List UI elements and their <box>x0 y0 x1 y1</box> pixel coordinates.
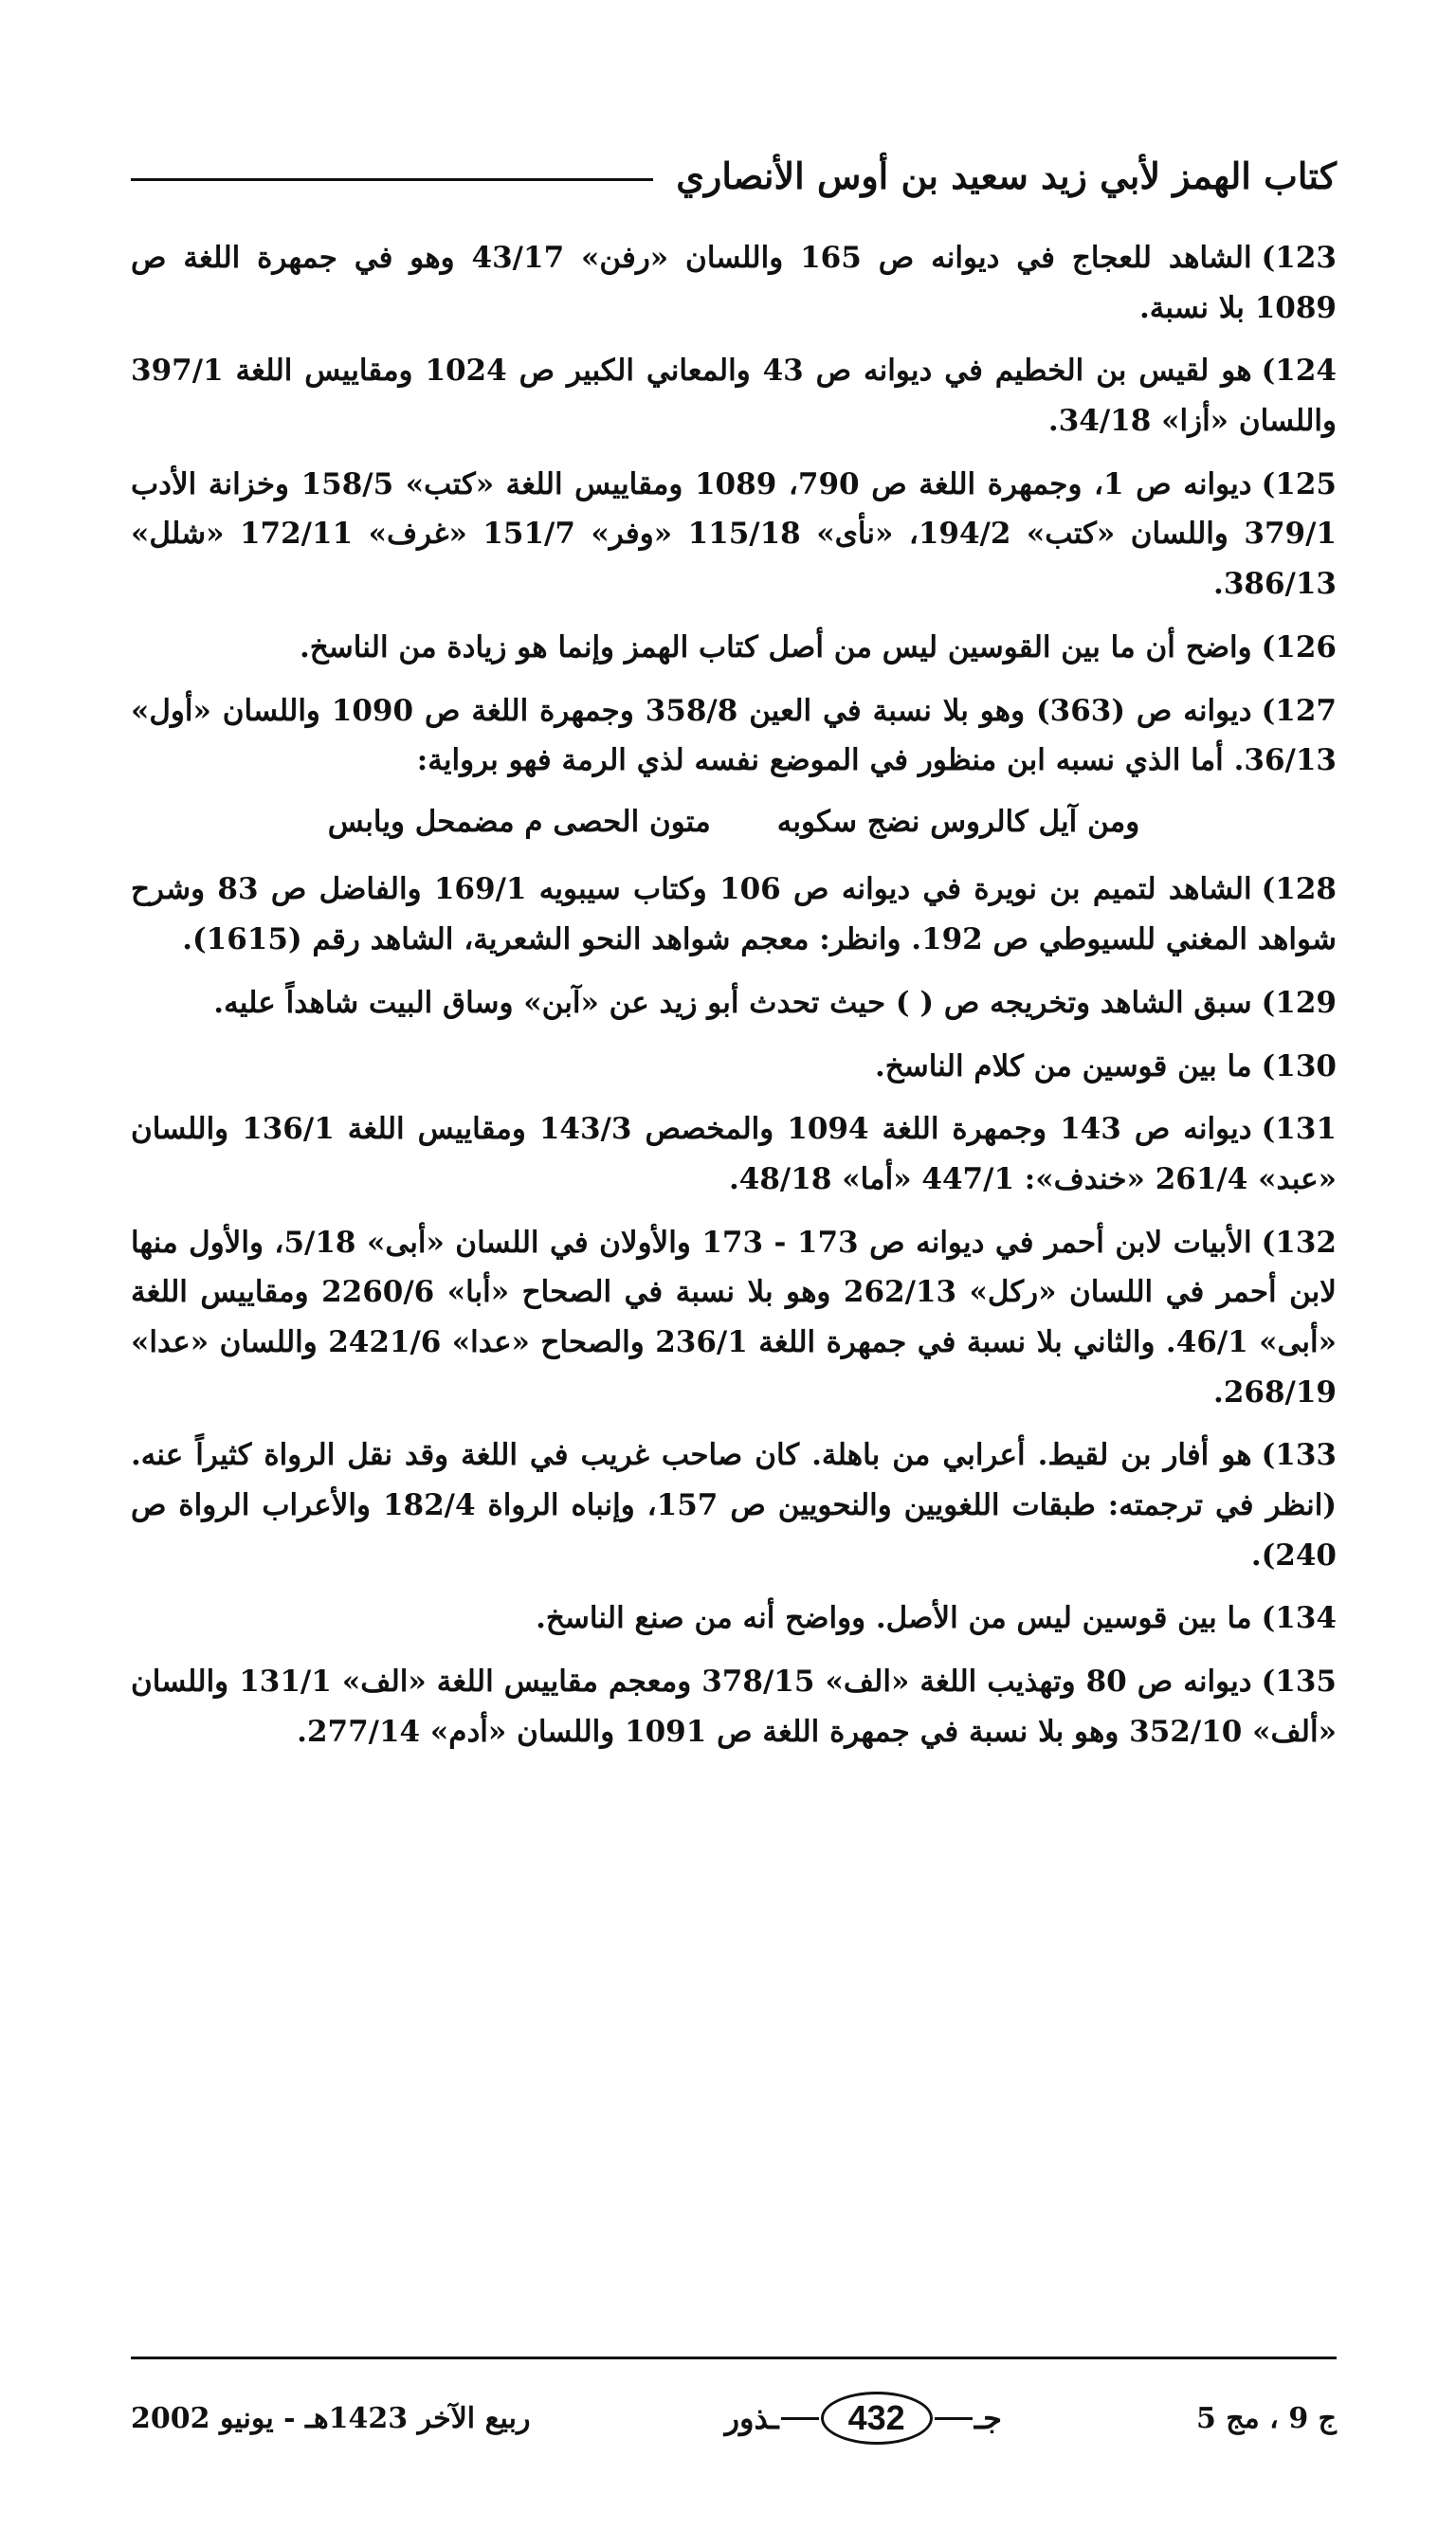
footnote <box>131 460 1337 610</box>
footnote-text: الشاهد لتميم بن نويرة في ديوانه ص 106 وكتاب سيبويه 169/1 والفاضل ص 83 وشرح شواهد المغني للسيوطي ص 192. وانظر: معجم شواهد النحو الشعرية، الشاهد رقم (1615). <box>131 872 1337 957</box>
footnote-number: 132) <box>1261 1225 1338 1260</box>
footnote-text: ديوانه ص 143 وجمهرة اللغة 1094 والمخصص 143/3 ومقاييس اللغة 136/1 واللسان «عبد» 261/4 «خندف»: 447/1 «أما» 48/18. <box>131 1112 1337 1196</box>
footnote-text: هو أفار بن لقيط. أعرابي من باهلة. كان صاحب غريب في اللغة وقد نقل الرواة كثيراً عنه. (انظر في ترجمته: طبقات اللغويين والنحويين ص 157، وإنباه الرواة 182/4 والأعراب الرواة ص 240). <box>131 1438 1337 1573</box>
footer-date: ربيع الآخر 1423هـ - يونيو 2002 <box>131 2401 531 2435</box>
poetry-verse <box>131 799 1337 846</box>
header-title: كتاب الهمز لأبي زيد سعيد بن أوس الأنصاري <box>676 154 1337 197</box>
footnote-number: 125) <box>1261 466 1337 501</box>
footnote-text: ديوانه ص 1، وجمهرة اللغة ص 790، 1089 ومقاييس اللغة «كتب» 158/5 وخزانة الأدب 379/1 واللسان «كتب» 194/2، «نأى» 115/18 «وفر» 151/7 «غرف» 172/11 «شلل» 386/13. <box>131 466 1337 602</box>
footnote-text: الشاهد للعجاج في ديوانه ص 165 واللسان «رفن» 43/17 وهو في جمهرة اللغة ص 1089 بلا نسبة. <box>131 241 1337 325</box>
footnote-number: 130) <box>1261 1048 1337 1083</box>
footnote-text: واضح أن ما بين القوسين ليس من أصل كتاب الهمز وإنما هو زيادة من الناسخ. <box>299 629 1252 664</box>
footnote <box>131 864 1337 964</box>
footnote-text: هو لقيس بن الخطيم في ديوانه ص 43 والمعاني الكبير ص 1024 ومقاييس اللغة 397/1 واللسان «أزا» 34/18. <box>131 354 1337 439</box>
footnote-number: 135) <box>1261 1665 1337 1700</box>
footnote-text: ديوانه ص (363) وهو بلا نسبة في العين 358/8 وجمهرة اللغة ص 1090 واللسان «أول» 36/13. أما الذي نسبه ابن منظور في الموضع نفسه لذي الرمة فهو برواية: <box>131 693 1337 778</box>
footnote-text: ما بين قوسين من كلام الناسخ. <box>874 1048 1252 1083</box>
footnote-text: الأبيات لابن أحمر في ديوانه ص 173 - 173 والأولان في اللسان «أبى» 5/18، والأول منها لابن أحمر في اللسان «ركل» 262/13 وهو بلا نسبة في الصحاح «أبا» 2260/6 ومقاييس اللغة «أبى» 46/1. والثاني بلا نسبة في جمهرة اللغة 236/1 والصحاح «عدا» 2421/6 واللسان «عدا» 268/19. <box>131 1225 1338 1410</box>
footnote-number: 127) <box>1261 693 1337 728</box>
footnote-number: 129) <box>1261 985 1337 1020</box>
journal-name-prefix: جـ <box>974 2400 1002 2436</box>
footer-volume: ج 9 ، مج 5 <box>1195 2401 1337 2435</box>
document-page <box>131 142 1337 2455</box>
header-rule <box>131 178 653 181</box>
footnote <box>131 1430 1337 1580</box>
running-header <box>131 142 1337 209</box>
running-footer <box>131 2375 1337 2461</box>
footnote-number: 126) <box>1261 629 1337 664</box>
verse-hemistich-first: ومن آيل كالروس نضج سكوبه <box>776 804 1140 839</box>
footnote-text: سبق الشاهد وتخريجه ص ( ) حيث تحدث أبو زيد عن «آبن» وساق البيت شاهداً عليه. <box>213 985 1252 1020</box>
footnotes <box>131 233 1337 1756</box>
footnote <box>131 1218 1337 1418</box>
journal-stroke <box>781 2417 819 2420</box>
footnote <box>131 346 1337 446</box>
footnote <box>131 1104 1337 1204</box>
footer-journal-mark <box>725 2392 1002 2445</box>
footnote <box>131 1593 1337 1644</box>
journal-name-suffix: ـذور <box>724 2400 779 2436</box>
footer-rule <box>131 2357 1337 2359</box>
footnote-number: 131) <box>1261 1112 1337 1147</box>
footnote <box>131 686 1337 786</box>
footnote <box>131 233 1337 333</box>
footnote-number: 123) <box>1261 241 1338 275</box>
footnote <box>131 623 1337 673</box>
footnote-number: 133) <box>1261 1438 1337 1473</box>
footnote-number: 124) <box>1261 354 1337 389</box>
footnote <box>131 1657 1337 1756</box>
page-number: 432 <box>821 2392 933 2445</box>
footnote <box>131 978 1337 1028</box>
journal-name <box>725 2392 1002 2445</box>
footnote-text: ما بين قوسين ليس من الأصل. وواضح أنه من صنع الناسخ. <box>536 1601 1252 1636</box>
footnote-text: ديوانه ص 80 وتهذيب اللغة «الف» 378/15 ومعجم مقاييس اللغة «الف» 131/1 واللسان «ألف» 352/10 وهو بلا نسبة في جمهرة اللغة ص 1091 واللسان «أدم» 277/14. <box>131 1665 1337 1749</box>
footnote-number: 128) <box>1261 872 1338 907</box>
footnote <box>131 1042 1337 1092</box>
footnote-number: 134) <box>1261 1601 1337 1636</box>
verse-hemistich-second: متون الحصى م مضمحل ويابس <box>327 804 711 839</box>
journal-stroke <box>935 2417 973 2420</box>
